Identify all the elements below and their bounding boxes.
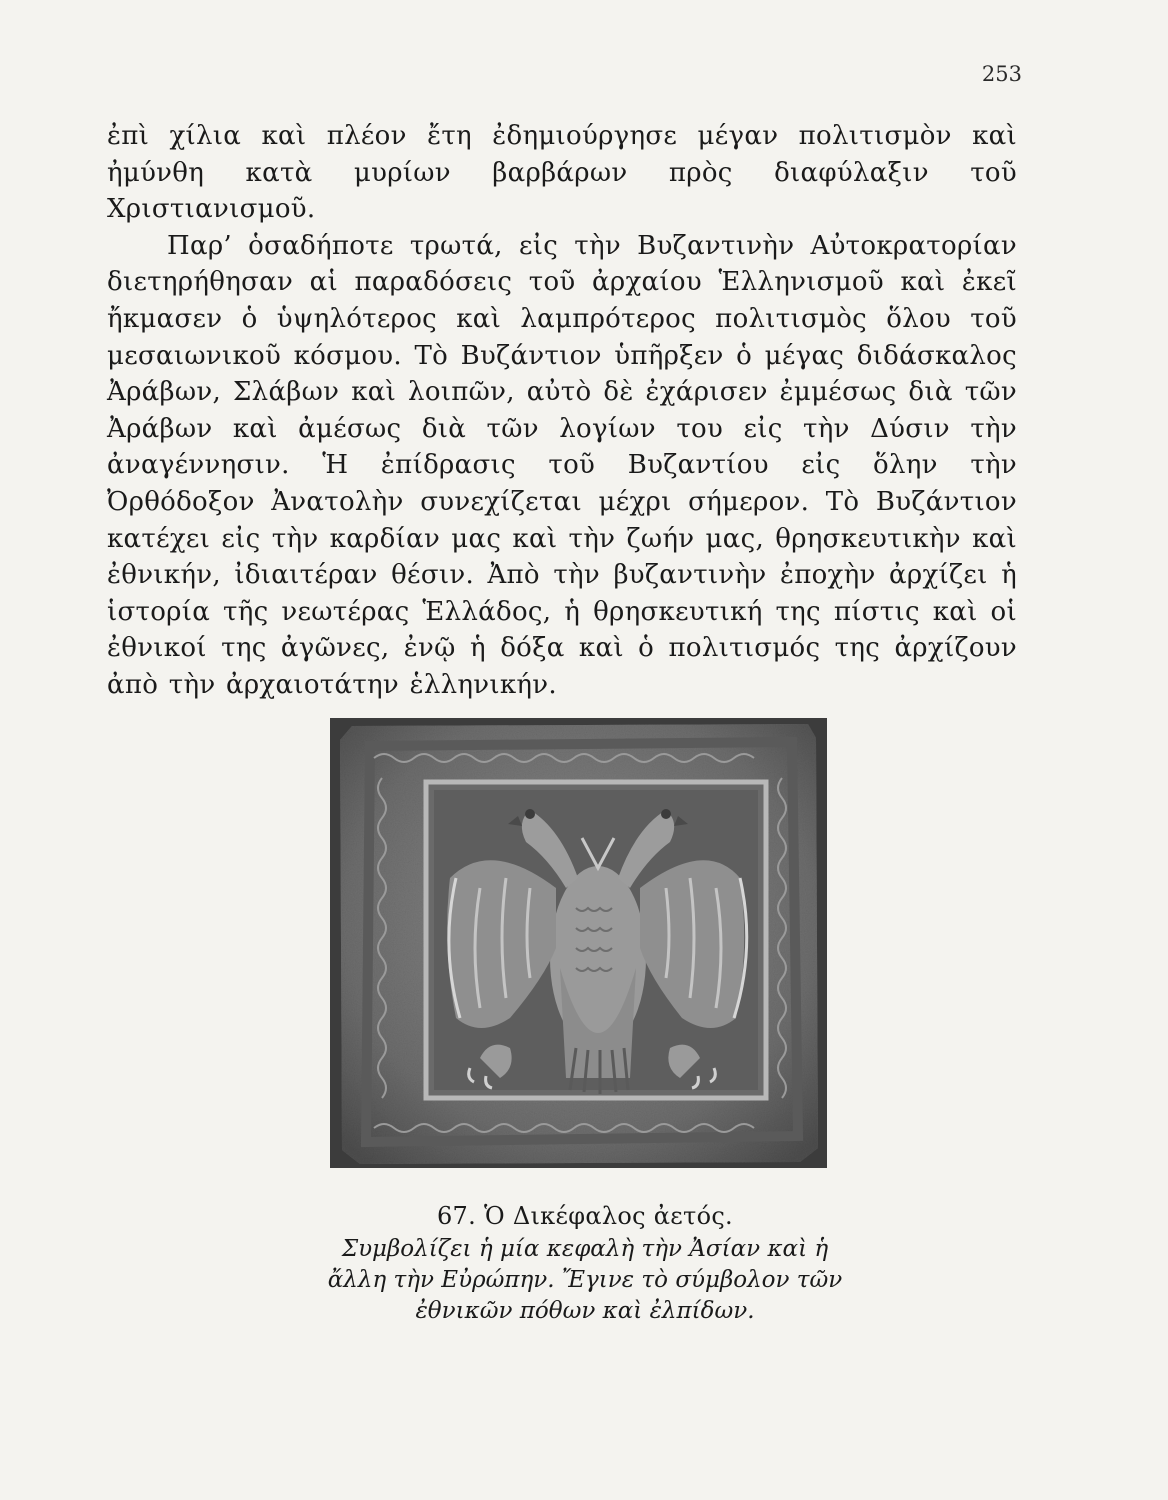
caption-description: Συμβολίζει ἡ μία κεφαλὴ τὴν Ἀσίαν καὶ ἡ ἄλλη τὴν Εὐρώπην. Ἔγινε τὸ σύμβολον τῶν ἐθνικῶν πόθων καὶ ἐλπίδων. [327, 1236, 843, 1324]
page-number: 253 [981, 62, 1022, 86]
paragraph-2: Παρ’ ὁσαδήποτε τρωτά, εἰς τὴν Βυζαντινὴν Αὐτοκρατορίαν διετηρήθησαν αἱ παραδόσεις τοῦ ἀρχαίου Ἑλληνισμοῦ καὶ ἐκεῖ ἤκμασεν ὁ ὑψηλότερος καὶ λαμπρότερος πολιτισμὸς ὅλου τοῦ μεσαιωνικοῦ κόσμου. Τὸ Βυζάντιον ὑπῆρξεν ὁ μέγας διδάσκαλος Ἀράβων, Σλάβων καὶ λοιπῶν, αὐτὸ δὲ ἐχάρισεν ἐμμέσως διὰ τῶν Ἀράβων καὶ ἀμέσως διὰ τῶν λογίων του εἰς τὴν Δύσιν τὴν ἀναγέννησιν. Ἡ ἐπίδρασις τοῦ Βυζαντίου εἰς ὅλην τὴν Ὀρθόδοξον Ἀνατολὴν συνεχίζεται μέχρι σήμερον. Τὸ Βυζάντιον κατέχει εἰς τὴν καρδίαν μας καὶ τὴν ζωήν μας, θρησκευτικὴν καὶ ἐθνικήν, ἰδιαιτέραν θέσιν. Ἀπὸ τὴν βυζαντινὴν ἐποχὴν ἀρχίζει ἡ ἱστορία τῆς νεωτέρας Ἑλλάδος, ἡ θρησκευτική της πίστις καὶ οἱ ἐθνικοί της ἀγῶνες, ἐνῷ ἡ δόξα καὶ ὁ πολιτισμός της ἀρχίζουν ἀπὸ τὴν ἀρχαιοτάτην ἑλληνικήν. [107, 230, 1017, 700]
double-headed-eagle-relief-icon [330, 718, 827, 1168]
figure-caption [290, 1202, 880, 1327]
caption-title: 67. Ὁ Δικέφαλος ἀετός. [436, 1202, 733, 1230]
body-text [107, 118, 1017, 704]
paragraph-1: ἐπὶ χίλια καὶ πλέον ἔτη ἐδημιούργησε μέγαν πολιτισμὸν καὶ ἠμύνθη κατὰ μυρίων βαρβάρων πρὸς διαφύλαξιν τοῦ Χριστιανισμοῦ. [107, 121, 1017, 225]
